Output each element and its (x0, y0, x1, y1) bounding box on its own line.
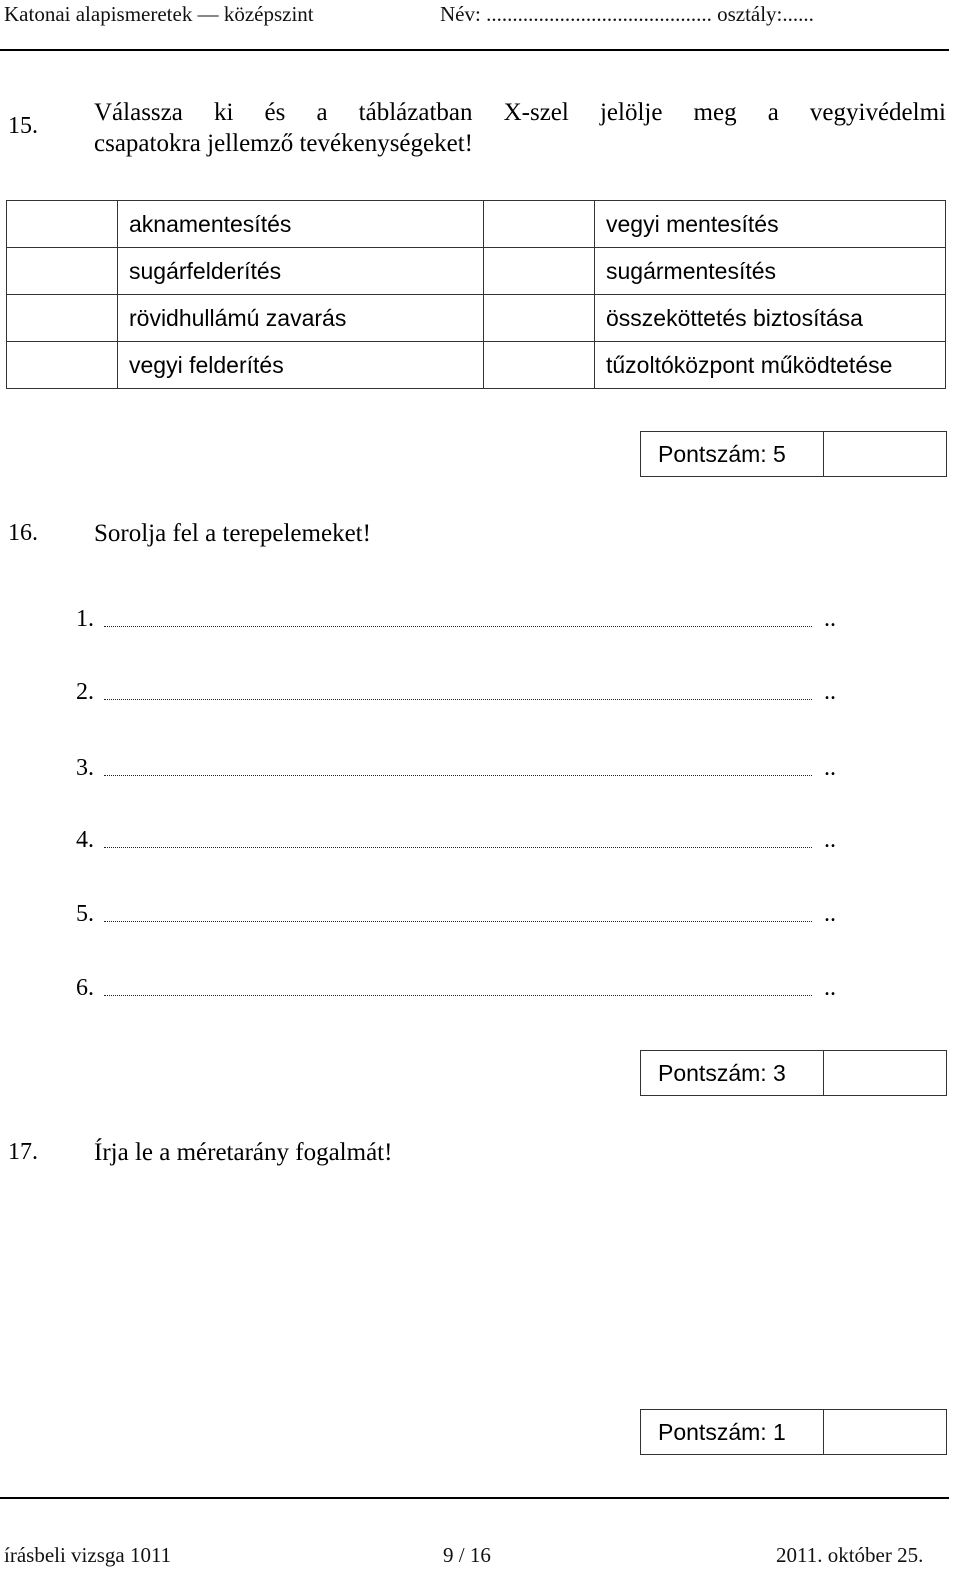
table-row (7, 295, 946, 342)
answer-number: 6. (76, 975, 94, 1001)
dotted-line (104, 699, 812, 700)
option-label: sugárfelderítés (118, 248, 484, 295)
question-text-line: csapatokra jellemző tevékenységeket! (94, 130, 473, 157)
mark-cell[interactable] (7, 201, 118, 248)
option-label: vegyi mentesítés (595, 201, 946, 248)
activity-table (6, 200, 946, 389)
footer-rule (0, 1497, 949, 1499)
option-label: rövidhullámú zavarás (118, 295, 484, 342)
answer-line[interactable] (76, 755, 836, 785)
question-text (94, 97, 946, 159)
score-box (640, 1409, 947, 1455)
line-end: .. (824, 901, 836, 927)
dotted-line (104, 921, 812, 922)
question-number: 15. (8, 113, 38, 139)
score-label: Pontszám: 3 (641, 1051, 824, 1095)
dotted-line (104, 847, 812, 848)
score-entry[interactable] (824, 1051, 946, 1095)
line-end: .. (824, 975, 836, 1001)
mark-cell[interactable] (7, 342, 118, 389)
line-end: .. (824, 827, 836, 853)
header-rule (0, 49, 949, 51)
answer-number: 3. (76, 755, 94, 781)
header-name-field: Név: ........................................... osztály:...... (440, 2, 814, 26)
question-text: Írja le a méretarány fogalmát! (94, 1139, 393, 1166)
header-subject: Katonai alapismeretek — középszint (4, 2, 314, 26)
answer-number: 2. (76, 679, 94, 705)
mark-cell[interactable] (484, 295, 595, 342)
line-end: .. (824, 606, 836, 632)
table-row (7, 201, 946, 248)
table-row (7, 248, 946, 295)
score-entry[interactable] (824, 1410, 946, 1454)
answer-line[interactable] (76, 827, 836, 857)
line-end: .. (824, 755, 836, 781)
table-row (7, 342, 946, 389)
option-label: tűzoltóközpont működtetése (595, 342, 946, 389)
mark-cell[interactable] (484, 248, 595, 295)
answer-area[interactable] (94, 1180, 946, 1400)
mark-cell[interactable] (484, 342, 595, 389)
option-label: sugármentesítés (595, 248, 946, 295)
score-label: Pontszám: 5 (641, 432, 824, 476)
answer-number: 5. (76, 901, 94, 927)
footer-page: 9 / 16 (443, 1543, 491, 1567)
dotted-line (104, 775, 812, 776)
answer-number: 1. (76, 606, 94, 632)
answer-line[interactable] (76, 679, 836, 709)
answer-line[interactable] (76, 606, 836, 636)
question-text-line: Válassza ki és a táblázatban X-szel jelölje meg a vegyivédelmi (94, 99, 946, 126)
mark-cell[interactable] (7, 248, 118, 295)
dotted-line (104, 995, 812, 996)
score-box (640, 1050, 947, 1096)
question-number: 16. (8, 520, 38, 546)
score-box (640, 431, 947, 477)
score-label: Pontszám: 1 (641, 1410, 824, 1454)
footer-date: 2011. október 25. (776, 1543, 924, 1567)
answer-line[interactable] (76, 901, 836, 931)
mark-cell[interactable] (484, 201, 595, 248)
score-entry[interactable] (824, 432, 946, 476)
answer-number: 4. (76, 827, 94, 853)
footer-exam: írásbeli vizsga 1011 (4, 1543, 172, 1567)
question-number: 17. (8, 1139, 38, 1165)
option-label: vegyi felderítés (118, 342, 484, 389)
option-label: aknamentesítés (118, 201, 484, 248)
line-end: .. (824, 679, 836, 705)
answer-line[interactable] (76, 975, 836, 1005)
mark-cell[interactable] (7, 295, 118, 342)
dotted-line (104, 626, 812, 627)
question-text: Sorolja fel a terepelemeket! (94, 520, 371, 547)
option-label: összeköttetés biztosítása (595, 295, 946, 342)
